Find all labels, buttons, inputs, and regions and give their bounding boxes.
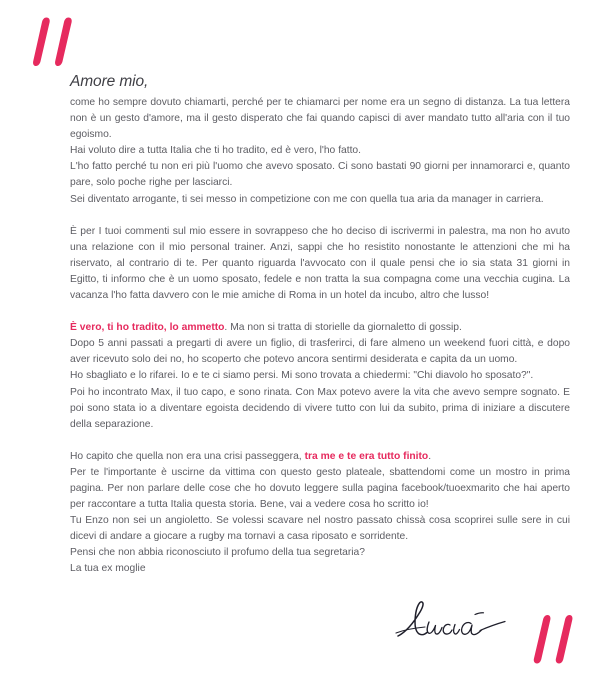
letter-paragraph: Dopo 5 anni passati a pregarti di avere un figlio, di trasferirci, di fare almeno un weekend fuori città, e dopo aver ricevuto solo dei no, ho scoperto che potevo ancora sentirmi desiderata e capita da un uomo.: [70, 338, 570, 366]
quote-close-icon: [525, 613, 581, 665]
letter-paragraph: Per te l'importante è uscirne da vittima con questo gesto plateale, sbattendomi come un mostro in prima pagina. Per non parlare delle cose che ho dovuto leggere sulla pagina facebook/tuoexmarito che hai aperto per raccontare a tutta Italia questa storia. Bene, vai a vedere cosa ho scritto io!: [70, 466, 570, 511]
letter-paragraph: Sei diventato arrogante, ti sei messo in competizione con me con quella tua aria da manager in carriera.: [70, 193, 544, 205]
letter-paragraph: È per I tuoi commenti sul mio essere in sovrappeso che ho deciso di iscrivermi in palestra, ma non ho avuto una relazione con il mio personal trainer. Anzi, sappi che ho resistito nonostante le attenzioni che mi ha riservato, al contrario di te. Per quanto riguarda l'avvocato con il quale pensi che io sia stata 31 giorni in Egitto, ti informo che è un uomo sposato, fedele e non tratta la sua compagna come una vecchia cugina. La vacanza l'ho fatta davvero con le mie amiche di Roma in un hotel da incubo, altro che lusso!: [70, 225, 570, 302]
letter-paragraph: Poi ho incontrato Max, il tuo capo, e sono rinata. Con Max potevo avere la vita che avevo sempre sognato. E poi sono stata io a diventare egoista decidendo di vivere tutto con lui da subito, prima di iniziare a discutere della separazione.: [70, 386, 570, 430]
letter-paragraph: Ho sbagliato e lo rifarei. Io e te ci siamo persi. Mi sono trovata a chiedermi: "Chi diavolo ho sposato?".: [70, 370, 534, 382]
letter-paragraph: Ho capito che quella non era una crisi passeggera, tra me e te era tutto finito.: [70, 450, 432, 462]
letter-paragraphs: [70, 95, 570, 561]
letter-paragraph: Tu Enzo non sei un angioletto. Se volessi scavare nel nostro passato chissà cosa scoprirei sulle sere in cui dicevi di andare a giocare a rugby ma tornavi a casa riposato e sorridente.: [70, 515, 570, 543]
letter-paragraph: È vero, ti ho tradito, lo ammetto. Ma non si tratta di storielle da giornaletto di gossip.: [70, 322, 462, 334]
letter-paragraph: L'ho fatto perché tu non eri più l'uomo che avevo sposato. Ci sono bastati 90 giorni per innamorarci e, quanto pare, solo poche righe per lasciarci.: [70, 161, 570, 189]
letter-paragraph: Pensi che non abbia riconosciuto il profumo della tua segretaria?: [70, 547, 365, 559]
quote-open-icon: [28, 16, 84, 68]
letter-body: [70, 72, 570, 578]
letter-salutation: Amore mio,: [70, 73, 149, 90]
highlighted-phrase: tra me e te era tutto finito: [304, 450, 429, 462]
signature-lucia: [392, 596, 527, 654]
letter-paragraph: Hai voluto dire a tutta Italia che ti ho tradito, ed è vero, l'ho fatto.: [70, 145, 361, 157]
letter-signoff: La tua ex moglie: [70, 563, 146, 575]
letter-paragraph: come ho sempre dovuto chiamarti, perché per te chiamarci per nome era un segno di distanza. La tua lettera non è un gesto d'amore, ma il gesto disperato che fai quando capisci di aver mandato tutto all'aria con il tuo egoismo.: [70, 97, 570, 141]
highlighted-phrase: È vero, ti ho tradito, lo ammetto: [70, 322, 225, 334]
